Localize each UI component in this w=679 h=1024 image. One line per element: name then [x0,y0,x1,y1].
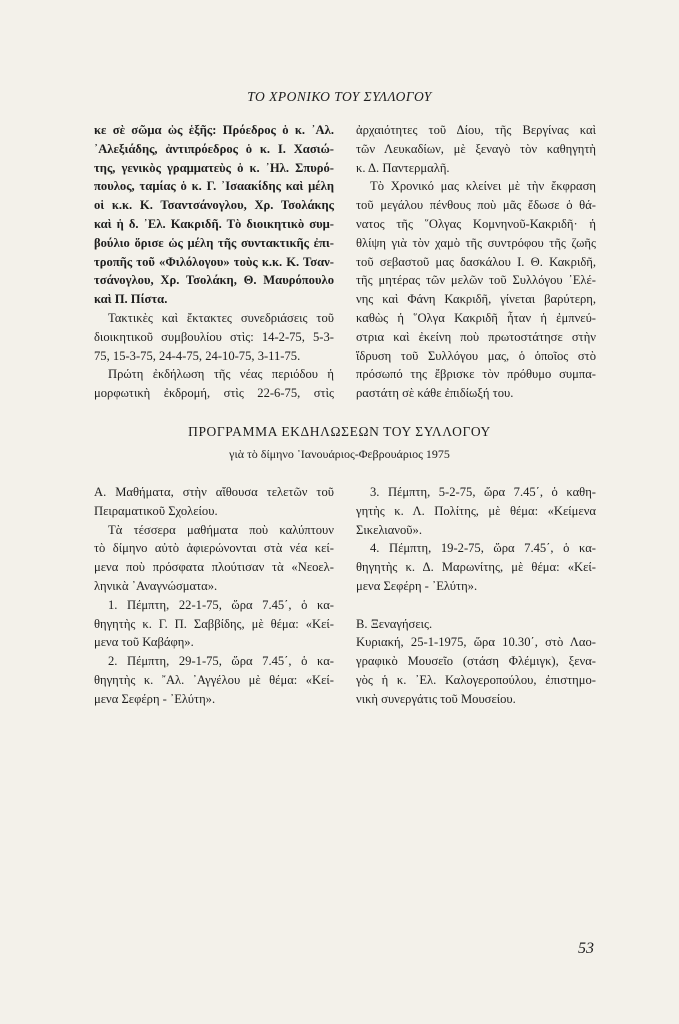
paragraph [94,521,334,596]
paragraph [94,365,334,403]
text-line: μενα τοῦ Καβάφη». [94,635,194,650]
text-line: θηγητὴς κ. Γ. Π. Σαββίδης, μὲ θέμα: «Κεί- [94,616,334,631]
text-line: οἱ κ.κ. Κ. Τσαντσάνογλου, Χρ. Τσολάκης [94,198,334,213]
text-line: μενα ποὺ πρόσφατα πλούτισαν τὰ «Νεοελ- [94,560,334,575]
program-right-column [356,483,596,709]
text-line: διοικητικοῦ συμβουλίου στὶς: 14-2-75, 5-3- [94,329,334,344]
text-line: κε σὲ σῶμα ὡς ἑξῆς: Πρόεδρος ὁ κ. ᾿Αλ. [94,123,334,137]
program-subtitle: γιὰ τὸ δίμηνο ᾿Ιανουάριος-Φεβρουάριος 1975 [229,447,450,461]
paragraph [94,483,334,521]
text-line: νης καὶ Φάνη Κακριδῆ, γίνεται βαρύτερη, [356,292,596,307]
text-line: Κυριακή, 25-1-1975, ὥρα 10.30΄, στὸ Λαο- [356,635,596,650]
text-line: 75, 15-3-75, 24-4-75, 24-10-75, 3-11-75. [94,348,301,363]
text-line: 4. Πέμπτη, 19-2-75, ὥρα 7.45΄, ὁ κα- [370,541,596,556]
text-line [356,596,596,615]
text-line: 2. Πέμπτη, 29-1-75, ὥρα 7.45΄, ὁ κα- [108,654,334,669]
text-line: πουλος, ταμίας ὁ κ. Γ. ᾿Ισαακίδης καὶ μέλη [94,179,334,194]
text-line: Α. Μαθήματα, στὴν αἴθουσα τελετῶν τοῦ [94,485,334,499]
text-line: γητὴς κ. Λ. Πολίτης, μὲ θέμα: «Κείμενα [356,503,596,518]
running-head: ΤΟ ΧΡΟΝΙΚΟ ΤΟΥ ΣΥΛΛΟΓΟΥ [247,89,432,104]
text-line: πρόσωπό της ἔβρισκε τὸν πρόθυμο συμπα- [356,367,596,382]
text-line: της, γενικὸς γραμματεὺς ὁ κ. ᾿Ηλ. Σπυρό- [94,160,334,175]
program-left-column [94,483,334,709]
paragraph [356,483,596,539]
text-line: ἀρχαιότητες τοῦ Δίου, τῆς Βεργίνας καὶ [356,123,596,137]
page-number: 53 [578,940,594,957]
text-line: ᾿Αλεξιάδης, ἀντιπρόεδρος ὁ κ. Ι. Χασιώ- [94,141,334,156]
text-line: τσάνογλου, Χρ. Τσολάκη, Θ. Μαυρόπουλο [94,273,334,288]
text-line: τὸ δίμηνο αὐτὸ ἀφιερώνονται στὰ νέα κεί- [94,541,334,556]
paragraph [94,596,334,652]
text-line: στρια καὶ ἐκείνη ποὺ πρωτοστάτησε στὴν [356,329,596,344]
text-line: τῶν Λευκαδίων, μὲ ξεναγὸ τὸν καθηγητὴ [356,141,596,156]
text-line: μορφωτικὴ ἐκδρομή, στὶς 22-6-75, στὶς [94,386,334,401]
text-line: μενα Σεφέρη - ᾿Ελύτη». [94,691,216,706]
paragraph [356,596,596,615]
text-line: Τὰ τέσσερα μαθήματα ποὺ καλύπτουν [108,522,334,537]
text-line: γραφικὸ Μουσεῖο (στάση Φλέμιγκ), ξενα- [356,654,596,669]
text-line: θηγητὴς κ. Δ. Μαρωνίτης, μὲ θέμα: «Κεί- [356,560,596,575]
program-title: ΠΡΟΓΡΑΜΜΑ ΕΚΔΗΛΩΣΕΩΝ ΤΟΥ ΣΥΛΛΟΓΟΥ [188,424,491,439]
text-line: θλίψη γιὰ τὸν χαμὸ τῆς συντρόφου τῆς ζωῆς [356,235,596,250]
text-line: Σικελιανοῦ». [356,522,422,537]
text-line: ἵδρυση τοῦ Συλλόγου μας, ὁ ὁποῖος στὸ [356,348,596,363]
text-line: καθὼς ἡ ῞Ολγα Κακριδῆ ἦταν ἡ ἐμπνεύ- [356,310,596,325]
text-line: νικὴ συνεργάτις τοῦ Μουσείου. [356,691,516,706]
text-line: καὶ ἡ δ. ᾿Ελ. Κακριδῆ. Τὸ διοικητικὸ συμ- [94,216,334,231]
text-line: τοῦ μεγάλου πένθους ποὺ μᾶς ἔδωσε ὁ θά- [356,198,596,213]
text-line: βούλιο ὅρισε ὡς μέλη τῆς συντακτικῆς ἐπι- [94,235,334,250]
text-line: Τακτικὲς καὶ ἔκτακτες συνεδριάσεις τοῦ [108,310,334,325]
text-line: ραστάτη σὲ κάθε ἐπιδίωξή του. [356,386,514,401]
text-line: μενα Σεφέρη - ᾿Ελύτη». [356,578,478,593]
text-line: καὶ Π. Πίστα. [94,292,168,307]
text-line: γὸς ἡ κ. ᾿Ελ. Καλογεροπούλου, ἐπιστημο- [356,672,596,687]
text-line: 1. Πέμπτη, 22-1-75, ὥρα 7.45΄, ὁ κα- [108,597,334,612]
text-line: 3. Πέμπτη, 5-2-75, ὥρα 7.45΄, ὁ καθη- [370,485,596,499]
top-left-column [94,121,334,403]
paragraph [356,177,596,403]
text-line: τοῦ σεβαστοῦ μας δασκάλου Ι. Θ. Κακριδῆ, [356,254,596,269]
text-line: ληνικὰ ᾿Αναγνώσματα». [94,578,218,593]
paragraph [94,309,334,365]
paragraph [94,121,334,309]
text-line: Τὸ Χρονικό μας κλείνει μὲ τὴν ἔκφραση [370,179,596,194]
paragraph [94,652,334,708]
top-right-column [356,121,596,403]
text-line: θηγητὴς κ. ῎Αλ. ᾿Αγγέλου μὲ θέμα: «Κεί- [94,672,334,687]
paragraph [356,633,596,708]
text-line: Πειραματικοῦ Σχολείου. [94,503,218,518]
text-line: τῆς μητέρας τῶν μελῶν τοῦ Συλλόγου ᾿Ελέ- [356,273,596,288]
paragraph [356,615,596,634]
text-line: Πρώτη ἐκδήλωση τῆς νέας περιόδου ἡ [108,367,334,382]
text-line: κ. Δ. Παντερμαλῆ. [356,160,450,175]
text-line: τροπῆς τοῦ «Φιλόλογου» τοὺς κ.κ. Κ. Τσαν- [94,254,334,269]
paragraph [356,539,596,595]
text-line: νατος τῆς ῞Ολγας Κομνηνοῦ-Κακριδῆ· ἡ [356,216,596,231]
paragraph [356,121,596,177]
text-line: Β. Ξεναγήσεις. [356,616,433,631]
